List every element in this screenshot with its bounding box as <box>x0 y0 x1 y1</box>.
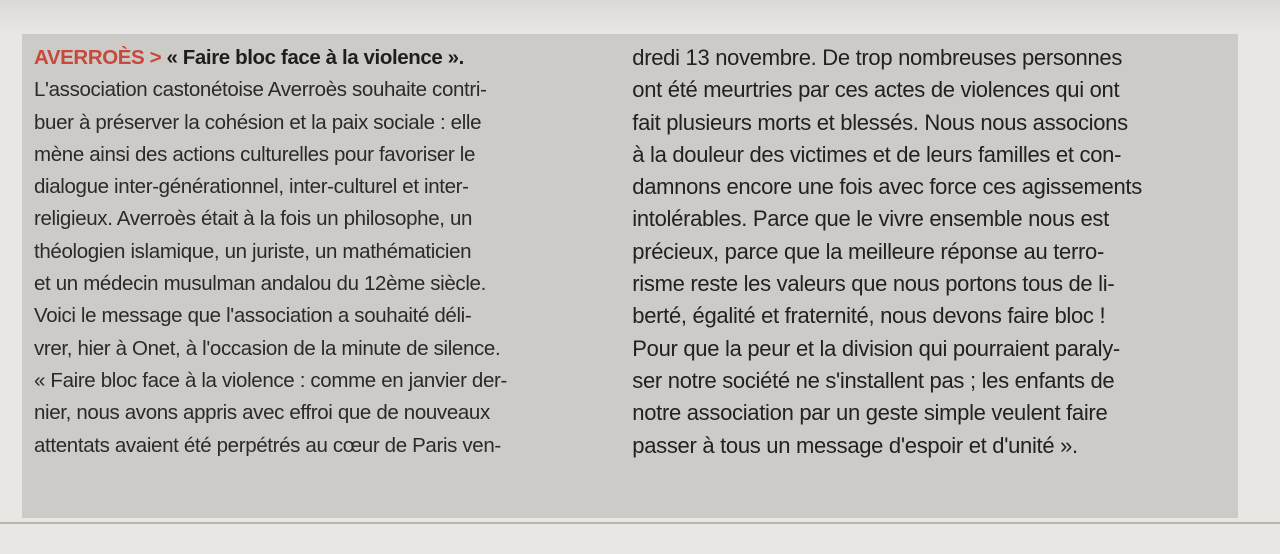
article-headline: « Faire bloc face à la violence ». <box>161 46 464 69</box>
text-line: passer à tous un message d'espoir et d'unité ». <box>632 432 1078 458</box>
headline-line <box>34 42 586 74</box>
article-box <box>22 34 1238 518</box>
text-line: Pour que la peur et la division qui pourraient paraly- <box>632 335 1120 361</box>
text-line: fait plusieurs morts et blessés. Nous nous associons <box>632 109 1128 135</box>
text-line: « Faire bloc face à la violence : comme en janvier der- <box>34 368 507 392</box>
text-line: dredi 13 novembre. De trop nombreuses personnes <box>632 45 1123 70</box>
text-line: notre association par un geste simple veulent faire <box>632 400 1108 426</box>
text-line: berté, égalité et fraternité, nous devons faire bloc ! <box>632 303 1106 329</box>
article-kicker: AVERROÈS > <box>34 46 162 69</box>
article-column-1 <box>34 42 586 518</box>
text-line: intolérables. Parce que le vivre ensemble nous est <box>632 206 1109 232</box>
text-line: ser notre société ne s'installent pas ; les enfants de <box>632 367 1115 393</box>
text-line: précieux, parce que la meilleure réponse au terro- <box>632 238 1104 264</box>
text-line: damnons encore une fois avec force ces agissements <box>632 174 1142 200</box>
text-line: L'association castonétoise Averroès souhaite contri- <box>34 78 487 102</box>
text-line: risme reste les valeurs que nous portons tous de li- <box>632 271 1115 297</box>
text-line: dialogue inter-générationnel, inter-culturel et inter- <box>34 175 469 199</box>
text-line: attentats avaient été perpétrés au cœur de Paris ven- <box>34 433 501 457</box>
text-line: vrer, hier à Onet, à l'occasion de la minute de silence. <box>34 336 501 360</box>
text-line: nier, nous avons appris avec effroi que de nouveaux <box>34 401 490 425</box>
text-line: à la douleur des victimes et de leurs familles et con- <box>632 141 1122 167</box>
article-column-2 <box>628 42 1224 518</box>
text-line: religieux. Averroès était à la fois un philosophe, un <box>34 207 473 231</box>
text-line: théologien islamique, un juriste, un mathématicien <box>34 239 472 263</box>
text-line: buer à préserver la cohésion et la paix sociale : elle <box>34 110 482 134</box>
text-line: ont été meurtries par ces actes de violences qui ont <box>632 77 1120 103</box>
text-line: mène ainsi des actions culturelles pour favoriser le <box>34 142 475 166</box>
text-line: et un médecin musulman andalou du 12ème siècle. <box>34 272 486 296</box>
paper-divider <box>0 522 1280 524</box>
paper-top-edge <box>0 0 1280 34</box>
text-line: Voici le message que l'association a souhaité déli- <box>34 304 472 328</box>
